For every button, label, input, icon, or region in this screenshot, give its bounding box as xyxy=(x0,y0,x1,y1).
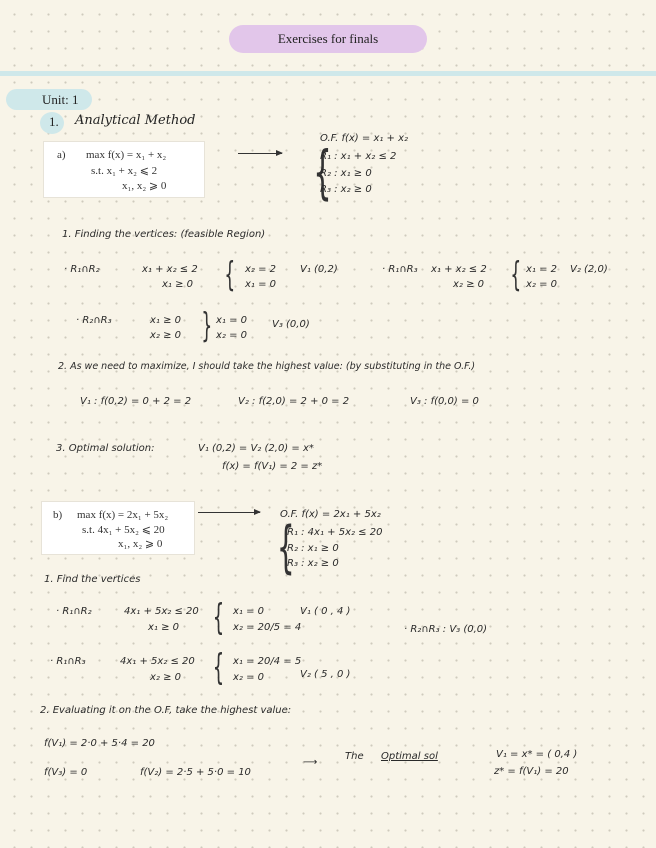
b-b1-eq2: x₁ ≥ 0 xyxy=(148,622,180,633)
problem-a-r1: R₁ : x₁ + x₂ ≤ 2 xyxy=(320,151,397,162)
b-b1-sol2: x₂ = 20/5 = 4 xyxy=(233,622,302,633)
b-b1-vertex: V₁ ( 0 , 4 ) xyxy=(300,606,351,617)
problem-a-r3: R₃ : x₂ ≥ 0 xyxy=(320,184,372,195)
a-optimal-line2: f(x) = f(V₁) = 2 = z* xyxy=(222,461,323,472)
b-conclusion-optimal: Optimal sol xyxy=(381,751,438,762)
b-conclusion-prefix: The xyxy=(345,751,364,762)
unit-label: Unit: 1 xyxy=(6,89,92,110)
problem-b-r3: R₃ : x₂ ≥ 0 xyxy=(287,558,339,569)
a-eval-v1: V₁ : f(0,2) = 0 + 2 = 2 xyxy=(80,396,192,407)
step-a3-heading: 3. Optimal solution: xyxy=(56,443,155,454)
problem-b-objective: max f(x) = 2x₁ + 5x₂ xyxy=(77,509,169,521)
a-b1-label: · R₁∩R₂ xyxy=(64,264,100,275)
b-b2-eq2: x₂ ≥ 0 xyxy=(150,672,182,683)
brace-icon: { xyxy=(212,597,225,638)
b-b2-eq1: 4x₁ + 5x₂ ≤ 20 xyxy=(120,656,195,667)
brace-icon: { xyxy=(510,255,522,295)
problem-a-r2: R₂ : x₁ ≥ 0 xyxy=(320,168,372,179)
section-title: Analytical Method xyxy=(75,113,196,128)
a-b2-sol1: x₁ = 2 xyxy=(526,264,558,275)
step-a1-heading: 1. Finding the vertices: (feasible Region) xyxy=(62,229,266,240)
problem-a-objective: max f(x) = x₁ + x₂ xyxy=(86,149,167,161)
b-conclusion-line1: V₁ = x* = ( 0,4 ) xyxy=(496,749,578,760)
problem-a-box xyxy=(43,141,205,198)
a-b3-sol2: x₂ = 0 xyxy=(216,330,248,341)
header-divider xyxy=(0,71,656,76)
brace-icon: { xyxy=(212,647,225,688)
arrow-icon xyxy=(198,512,260,513)
b-extra-vertex: · R₂∩R₃ : V₃ (0,0) xyxy=(404,624,488,635)
a-b1-eq2: x₁ ≥ 0 xyxy=(162,279,194,290)
a-eval-v2: V₂ : f(2,0) = 2 + 0 = 2 xyxy=(238,396,350,407)
brace-icon: } xyxy=(201,306,213,346)
b-b1-label: · R₁∩R₂ xyxy=(56,606,92,617)
b-b2-label: · R₁∩R₃ xyxy=(50,656,86,667)
a-eval-v3: V₃ : f(0,0) = 0 xyxy=(410,396,479,407)
b-b2-sol1: x₁ = 20/4 = 5 xyxy=(233,656,302,667)
problem-a-of: O.F. f(x) = x₁ + x₂ xyxy=(320,133,409,144)
b-eval-v1: f(V₁) = 2·0 + 5·4 = 20 xyxy=(44,738,155,749)
a-b2-eq2: x₂ ≥ 0 xyxy=(453,279,485,290)
b-b1-sol1: x₁ = 0 xyxy=(233,606,265,617)
problem-b-r1: R₁ : 4x₁ + 5x₂ ≤ 20 xyxy=(287,527,383,538)
b-b1-eq1: 4x₁ + 5x₂ ≤ 20 xyxy=(124,606,199,617)
arrow-icon: ⟶ xyxy=(303,757,318,768)
b-eval-v2: f(V₂) = 2·5 + 5·0 = 10 xyxy=(140,767,251,778)
brace-icon: { xyxy=(313,138,332,206)
a-b2-label: · R₁∩R₃ xyxy=(382,264,418,275)
page-title: Exercises for finals xyxy=(229,25,427,53)
problem-b-r2: R₂ : x₁ ≥ 0 xyxy=(287,543,339,554)
a-b3-eq1: x₁ ≥ 0 xyxy=(150,315,182,326)
b-eval-v3: f(V₃) = 0 xyxy=(44,767,88,778)
problem-a-letter: a) xyxy=(57,149,66,161)
problem-b-box xyxy=(41,501,195,555)
problem-b-of: O.F. f(x) = 2x₁ + 5x₂ xyxy=(280,509,381,520)
step-b2-heading: 2. Evaluating it on the O.F, take the highest value: xyxy=(40,705,292,716)
step-a2-heading: 2. As we need to maximize, I should take the highest value: (by substituting in the O.F.) xyxy=(58,361,476,372)
a-b2-vertex: V₂ (2,0) xyxy=(570,264,608,275)
a-b3-eq2: x₂ ≥ 0 xyxy=(150,330,182,341)
step-b1-heading: 1. Find the vertices xyxy=(44,574,141,585)
brace-icon: { xyxy=(224,255,236,295)
a-optimal-line1: V₁ (0,2) = V₂ (2,0) = x* xyxy=(198,443,314,454)
a-b3-vertex: V₃ (0,0) xyxy=(272,319,310,330)
brace-icon: { xyxy=(276,515,295,580)
a-b2-eq1: x₁ + x₂ ≤ 2 xyxy=(431,264,487,275)
problem-a-nonneg: x₁, x₂ ⩾ 0 xyxy=(122,180,167,192)
a-b2-sol2: x₂ = 0 xyxy=(526,279,558,290)
b-b2-vertex: V₂ ( 5 , 0 ) xyxy=(300,669,351,680)
b-b2-sol2: x₂ = 0 xyxy=(233,672,265,683)
a-b1-sol1: x₂ = 2 xyxy=(245,264,277,275)
arrow-icon xyxy=(238,153,282,154)
a-b1-eq1: x₁ + x₂ ≤ 2 xyxy=(142,264,198,275)
section-number: 1. xyxy=(49,114,59,129)
b-conclusion-line2: z* = f(V₁) = 20 xyxy=(494,766,569,777)
a-b3-sol1: x₁ = 0 xyxy=(216,315,248,326)
a-b1-sol2: x₁ = 0 xyxy=(245,279,277,290)
problem-b-letter: b) xyxy=(53,509,63,521)
a-b1-vertex: V₁ (0,2) xyxy=(300,264,338,275)
a-b3-label: · R₂∩R₃ xyxy=(76,315,112,326)
problem-a-constraint: s.t. x₁ + x₂ ⩽ 2 xyxy=(91,165,158,177)
problem-b-constraint: s.t. 4x₁ + 5x₂ ⩽ 20 xyxy=(82,524,165,536)
problem-b-nonneg: x₁, x₂ ⩾ 0 xyxy=(118,538,163,550)
